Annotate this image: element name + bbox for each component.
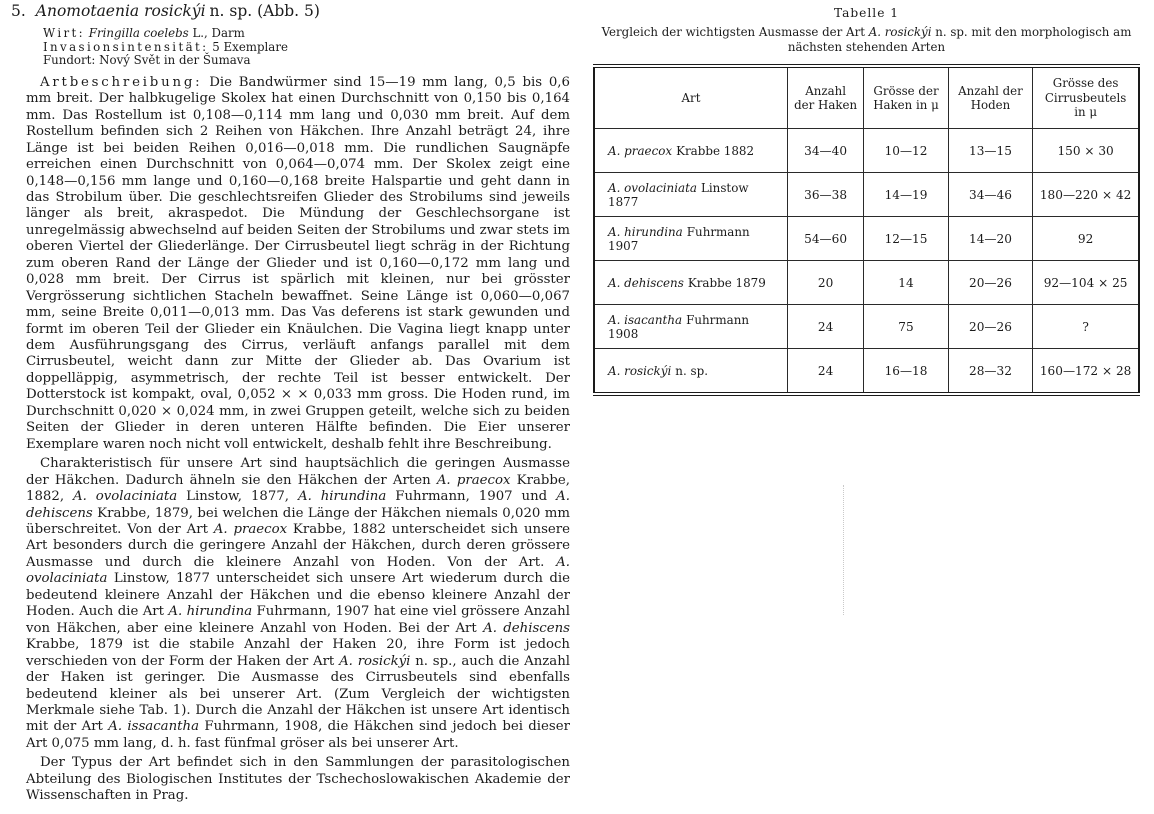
table-caption-label: Tabelle 1 xyxy=(833,6,900,20)
species-name: A. ovolaciniata xyxy=(26,554,570,587)
value-cell-anzahl_haken: 20 xyxy=(787,261,863,305)
text-segment: Vergleich der wichtigsten Ausmasse der Art xyxy=(601,25,869,39)
species-name: A. rosickýi xyxy=(868,25,932,39)
host-rest: L., Darm xyxy=(192,26,245,40)
value-cell-anzahl_hoden: 14—20 xyxy=(948,217,1032,261)
author-year: Fuhrmann 1908 xyxy=(608,312,750,341)
value-cell-groesse_haken: 14 xyxy=(864,261,948,305)
text-segment: Charakteristisch für unsere Art sind hauptsächlich die geringen Ausmasse der Häkchen. Dadurch ähneln sie den Häkchen der Arten xyxy=(26,456,570,488)
locality-label: Fundort: xyxy=(43,53,96,68)
species-name: A. dehiscens xyxy=(483,620,571,636)
text-segment: n. sp., auch die Anzahl der Haken ist geringer. Die Ausmasse des Cirrusbeutels sind ebenfalls bedeutend kleiner als bei unserer Art. (Zum Vergleich der wichtigsten Merkmale siehe Tab. 1). Durch die Anzahl der Häkchen ist unsere Art identisch mit der Art xyxy=(26,653,571,735)
table-row xyxy=(594,305,1139,349)
author-year: Krabbe 1882 xyxy=(676,143,755,158)
text-segment: Krabbe, 1882, xyxy=(26,472,570,505)
text-segment: Die Bandwürmer sind 15—19 mm lang, 0,5 bis 0,6 mm breit. Der halbkugelige Skolex hat einen Durchschnitt von 0,150 bis 0,164 mm. Das Rostellum ist 0,108—0,114 mm lang und 0,030 mm breit. Auf dem Rostellum befinden sich 2 Reihen von Häkchen. Ihre Anzahl beträgt 24, ihre Länge ist bei beiden Reihen 0,016—0,018 mm. Die rundlichen Saugnäpfe erreichen einen Durchschnitt von 0,064—0,074 mm. Der Skolex zeigt eine 0,148—0,156 mm lange und 0,160—0,168 breite Halspartie und geht dann in das Strobilum über. Die geschlechtsreifen Glieder des Strobilums sind jeweils länger als breit, akraspedot. Die Mündung der Geschlechsorgane ist unregelmässig abwechselnd auf beiden Seiten der Strobilums und zwar stets im oberen Viertel der Gliederlänge. Der Cirrusbeutel liegt schräg in der Richtung zum oberen Rand der Länge der Glieder und ist 0,160—0,172 mm lang und 0,028 mm breit. Der Cirrus ist spärlich mit kleinen, nur bei grösster Vergrösserung sichtlichen Stacheln bewaffnet. Seine Länge ist 0,060—0,067 mm, seine Breite 0,011—0,013 mm. Das Vas deferens ist stark gewunden und formt im oberen Teil der Glieder ein Knäulchen. Die Vagina liegt knapp unter dem Ausführungsgang des Cirrus, verläuft anfangs parallel mit dem Cirrusbeutel, weicht dann zur Mitte der Glieder ab. Das Ovarium ist doppelläppig, asymmetrisch, der rechte Teil ist besser entwickelt. Der Dotterstock ist kompakt, oval, 0,052 × × 0,033 mm gross. Die Hoden rund, im Durchschnitt 0,020 × 0,024 mm, in zwei Gruppen geteilt, welche sich zu beiden Seiten der Glieder in deren unteren Hälfte befinden. Die Eier unserer Exemplare waren noch nicht voll entwickelt, deshalb fehlt ihre Beschreibung. xyxy=(26,74,570,452)
value-cell-groesse_haken: 75 xyxy=(864,305,948,349)
text-segment: Fuhrmann, 1907 hat eine viel grössere Anzahl von Häkchen, aber eine kleinere Anzahl von Hoden. Bei der Art xyxy=(26,604,570,636)
comparison-table xyxy=(593,64,1140,396)
species-name: A. ovolaciniata xyxy=(73,489,178,505)
value-cell-anzahl_hoden: 34—46 xyxy=(948,173,1032,217)
value-cell-groesse_cirrusbeutel: 92 xyxy=(1033,217,1139,261)
locality-value: Nový Svět in der Šumava xyxy=(99,53,251,68)
text-segment: Krabbe, 1882 unterscheidet sich unsere Art besonders durch die geringere Anzahl der Häkchen, durch deren grössere Ausmasse und durch die kleinere Anzahl von Hoden. Von der Art. xyxy=(26,522,570,570)
column-header: Grösse der Haken in μ xyxy=(864,66,948,129)
heading-suffix: n. sp. (Abb. 5) xyxy=(209,2,320,20)
value-cell-groesse_haken: 14—19 xyxy=(864,173,948,217)
art-cell xyxy=(594,129,787,173)
host-species-name: Fringilla coelebs xyxy=(88,26,189,40)
species-name: A. ovolaciniata xyxy=(608,180,697,195)
species-name: A. praecox xyxy=(436,472,511,488)
author-year: n. sp. xyxy=(675,363,708,378)
paragraph xyxy=(26,456,570,752)
species-name: A. issacantha xyxy=(108,719,200,735)
art-cell xyxy=(594,173,787,217)
table-row xyxy=(594,217,1139,261)
species-name: A. praecox xyxy=(213,522,288,538)
species-name: A. dehiscens xyxy=(26,489,570,521)
host-line xyxy=(43,27,571,41)
species-name: A. rosickýi xyxy=(339,653,411,669)
heading-species-name: Anomotaenia rosickýi xyxy=(35,2,206,20)
value-cell-anzahl_hoden: 20—26 xyxy=(948,305,1032,349)
table-row xyxy=(594,129,1139,173)
author-year: Fuhrmann 1907 xyxy=(608,224,750,253)
table-row xyxy=(594,349,1139,395)
table-row xyxy=(594,173,1139,217)
species-name: A. hirundina xyxy=(168,604,253,620)
art-cell xyxy=(594,261,787,305)
intensity-label: Invasionsintensität: xyxy=(43,39,209,54)
text-segment: n. sp. mit den morphologisch am nächsten stehenden Arten xyxy=(787,25,1132,54)
table-caption xyxy=(593,25,1140,54)
value-cell-groesse_haken: 10—12 xyxy=(864,129,948,173)
value-cell-anzahl_haken: 34—40 xyxy=(787,129,863,173)
species-name: A. dehiscens xyxy=(608,275,684,290)
text-segment: Krabbe, 1879 ist die stabile Anzahl der Haken 20, ihre Form ist jedoch verschieden von der Form der Haken der Art xyxy=(26,637,570,669)
text-segment: Linstow, 1877, xyxy=(177,489,298,505)
body-paragraphs xyxy=(26,75,570,805)
value-cell-anzahl_haken: 36—38 xyxy=(787,173,863,217)
text-segment: Fuhrmann, 1907 und xyxy=(386,489,557,505)
heading-number: 5. xyxy=(11,2,26,20)
table-row xyxy=(594,261,1139,305)
table-column xyxy=(593,6,1140,396)
table-header-row xyxy=(594,66,1139,129)
species-name: A. hirundina xyxy=(608,224,683,239)
text-segment: Fuhrmann, 1908, die Häkchen sind jedoch bei dieser Art 0,075 mm lang, d. h. fast fünfmal gröser als bei unserer Art. xyxy=(26,719,570,751)
value-cell-anzahl_haken: 24 xyxy=(787,305,863,349)
column-header: Anzahl der Haken xyxy=(787,66,863,129)
value-cell-groesse_cirrusbeutel: 92—104 × 25 xyxy=(1033,261,1139,305)
species-name: A. praecox xyxy=(608,143,673,158)
section-heading xyxy=(11,2,571,20)
value-cell-anzahl_hoden: 28—32 xyxy=(948,349,1032,395)
specimen-info xyxy=(43,27,571,68)
species-name: A. isacantha xyxy=(608,312,683,327)
paragraph xyxy=(26,755,570,804)
locality-line xyxy=(43,54,571,68)
author-year: Krabbe 1879 xyxy=(687,275,766,290)
article-column xyxy=(11,2,571,805)
value-cell-groesse_cirrusbeutel: 180—220 × 42 xyxy=(1033,173,1139,217)
column-header: Grösse des Cirrusbeutels in μ xyxy=(1033,66,1139,129)
column-header: Anzahl der Hoden xyxy=(948,66,1032,129)
art-cell xyxy=(594,217,787,261)
text-segment: Linstow, 1877 unterscheidet sich unsere Art wiederum durch die bedeutend kleinere Anzahl der Häkchen und die ebenso kleinere Anzahl der Hoden. Auch die Art xyxy=(26,571,570,620)
value-cell-anzahl_hoden: 20—26 xyxy=(948,261,1032,305)
value-cell-anzahl_haken: 54—60 xyxy=(787,217,863,261)
text-segment: Krabbe, 1879, bei welchen die Länge der Häkchen niemals 0,020 mm überschreitet. Von der Art xyxy=(26,505,570,538)
intensity-line xyxy=(43,41,571,55)
intensity-value: 5 Exemplare xyxy=(212,39,288,54)
value-cell-groesse_cirrusbeutel: 160—172 × 28 xyxy=(1033,349,1139,395)
species-name: A. rosickýi xyxy=(608,363,672,378)
art-cell xyxy=(594,349,787,395)
value-cell-groesse_haken: 12—15 xyxy=(864,217,948,261)
author-year: Linstow 1877 xyxy=(608,180,749,209)
host-label: Wirt: xyxy=(43,26,86,40)
value-cell-anzahl_hoden: 13—15 xyxy=(948,129,1032,173)
value-cell-anzahl_haken: 24 xyxy=(787,349,863,395)
species-name: A. hirundina xyxy=(297,489,387,505)
column-header: Art xyxy=(594,66,787,129)
value-cell-groesse_cirrusbeutel: ? xyxy=(1033,305,1139,349)
art-cell xyxy=(594,305,787,349)
scan-artifact xyxy=(843,485,845,615)
text-segment: Der Typus der Art befindet sich in den Sammlungen der parasitologischen Abteilung des Biologischen Institutes der Tschechoslowakischen Akademie der Wissenschaften in Prag. xyxy=(26,755,570,804)
paragraph xyxy=(26,75,570,453)
value-cell-groesse_cirrusbeutel: 150 × 30 xyxy=(1033,129,1139,173)
value-cell-groesse_haken: 16—18 xyxy=(864,349,948,395)
letterspaced-label: Artbeschreibung: xyxy=(40,74,203,90)
